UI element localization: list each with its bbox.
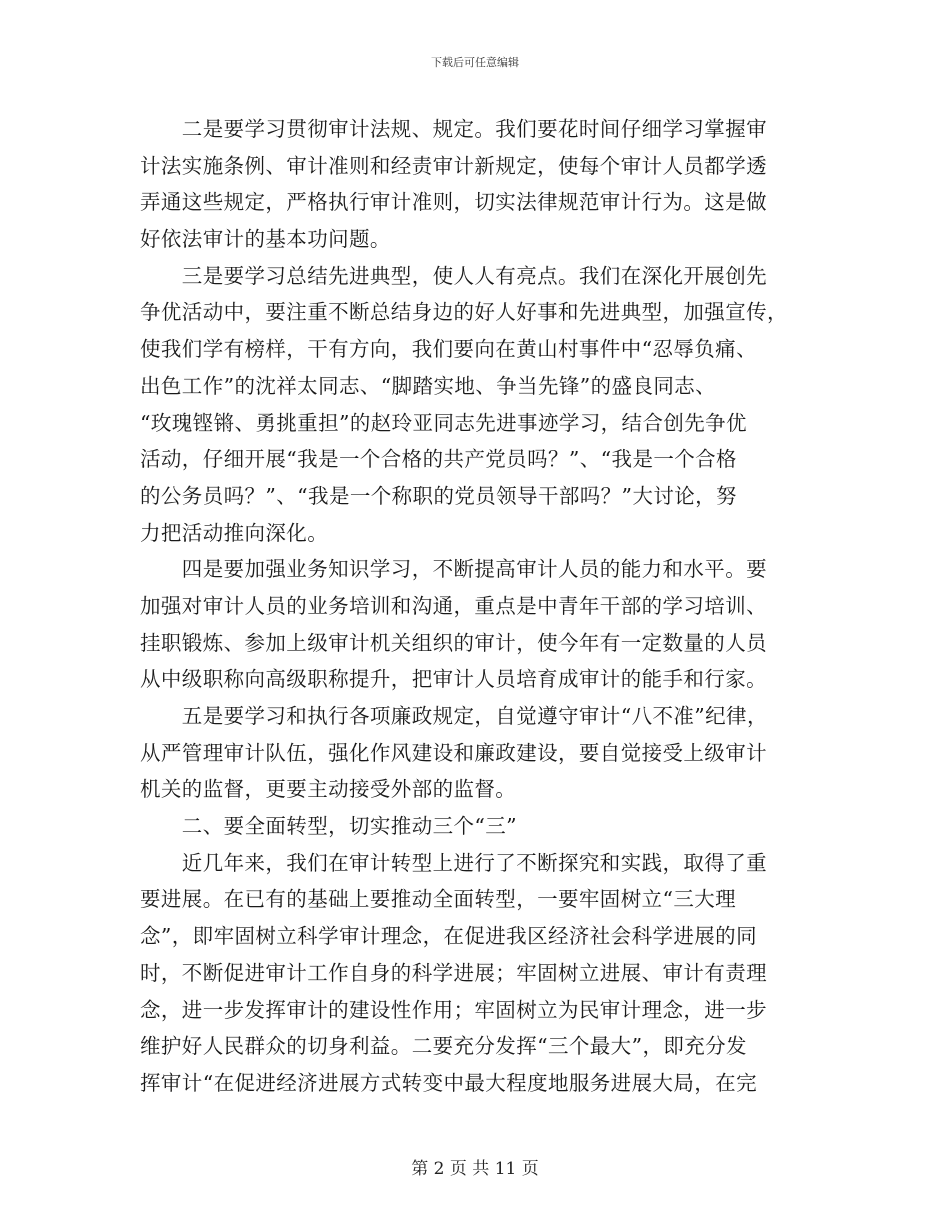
text-line: 从中级职称向高级职称提升，把审计人员培育成审计的能手和行家。 (140, 667, 767, 692)
text-line: 三是要学习总结先进典型，使人人有亮点。我们在深化开展创先 (140, 263, 767, 288)
text-line: 要进展。在已有的基础上要推动全面转型，一要牢固树立“三大理 (140, 887, 737, 912)
text-line: 近几年来，我们在审计转型上进行了不断探究和实践，取得了重 (140, 850, 767, 875)
text-line: 五是要学习和执行各项廉政规定，自觉遵守审计“八不准”纪律， (140, 704, 768, 728)
text-line: 使我们学有榜样，干有方向，我们要向在黄山村事件中“忍辱负痛、 (140, 337, 757, 362)
text-line: “玫瑰铿锵、勇挑重担”的赵玲亚同志先进事迹学习，结合创先争优 (140, 410, 747, 435)
page-header: 下载后可任意编辑 (431, 56, 519, 69)
text-line: 活动，仔细开展“我是一个合格的共产党员吗？”、“我是一个合格 (140, 447, 737, 472)
text-line: 二是要学习贯彻审计法规、规定。我们要花时间仔细学习掌握审 (140, 117, 767, 141)
text-line: 的公务员吗？”、“我是一个称职的党员领导干部吗？”大讨论，努 (140, 483, 737, 508)
text-line: 争优活动中，要注重不断总结身边的好人好事和先进典型，加强宣传， (140, 300, 788, 325)
text-line: 出色工作”的沈祥太同志、“脚踏实地、争当先锋”的盛良同志、 (140, 373, 717, 398)
text-line: 念，进一步发挥审计的建设性作用；牢固树立为民审计理念，进一步 (140, 997, 767, 1022)
text-line: 力把活动推向深化。 (140, 520, 329, 545)
text-line: 加强对审计人员的业务培训和沟通，重点是中青年干部的学习培训、 (140, 593, 767, 618)
text-line: 念”，即牢固树立科学审计理念，在促进我区经济社会科学进展的同 (140, 924, 757, 949)
text-line: 从严管理审计队伍，强化作风建设和廉政建设，要自觉接受上级审计 (140, 740, 767, 765)
text-line: 好依法审计的基本功问题。 (140, 227, 391, 252)
document-body (140, 111, 800, 1102)
text-line: 挂职锻炼、参加上级审计机关组织的审计，使今年有一定数量的人员 (140, 630, 767, 655)
page-number-footer: 第 2 页 共 11 页 (411, 1159, 539, 1179)
text-line: 计法实施条例、审计准则和经责审计新规定，使每个审计人员都学透 (140, 153, 767, 178)
text-line: 维护好人民群众的切身利益。二要充分发挥“三个最大”，即充分发 (140, 1034, 747, 1059)
text-line: 时，不断促进审计工作自身的科学进展；牢固树立进展、审计有责理 (140, 960, 767, 985)
text-line: 弄通这些规定，严格执行审计准则，切实法律规范审计行为。这是做 (140, 190, 767, 215)
text-line: 四是要加强业务知识学习，不断提高审计人员的能力和水平。要 (140, 557, 767, 582)
text-line: 机关的监督，更要主动接受外部的监督。 (140, 777, 517, 802)
text-line: 挥审计“在促进经济进展方式转变中最大程度地服务进展大局，在完 (140, 1070, 757, 1095)
section-heading: 二、要全面转型，切实推动三个“三” (140, 814, 518, 839)
